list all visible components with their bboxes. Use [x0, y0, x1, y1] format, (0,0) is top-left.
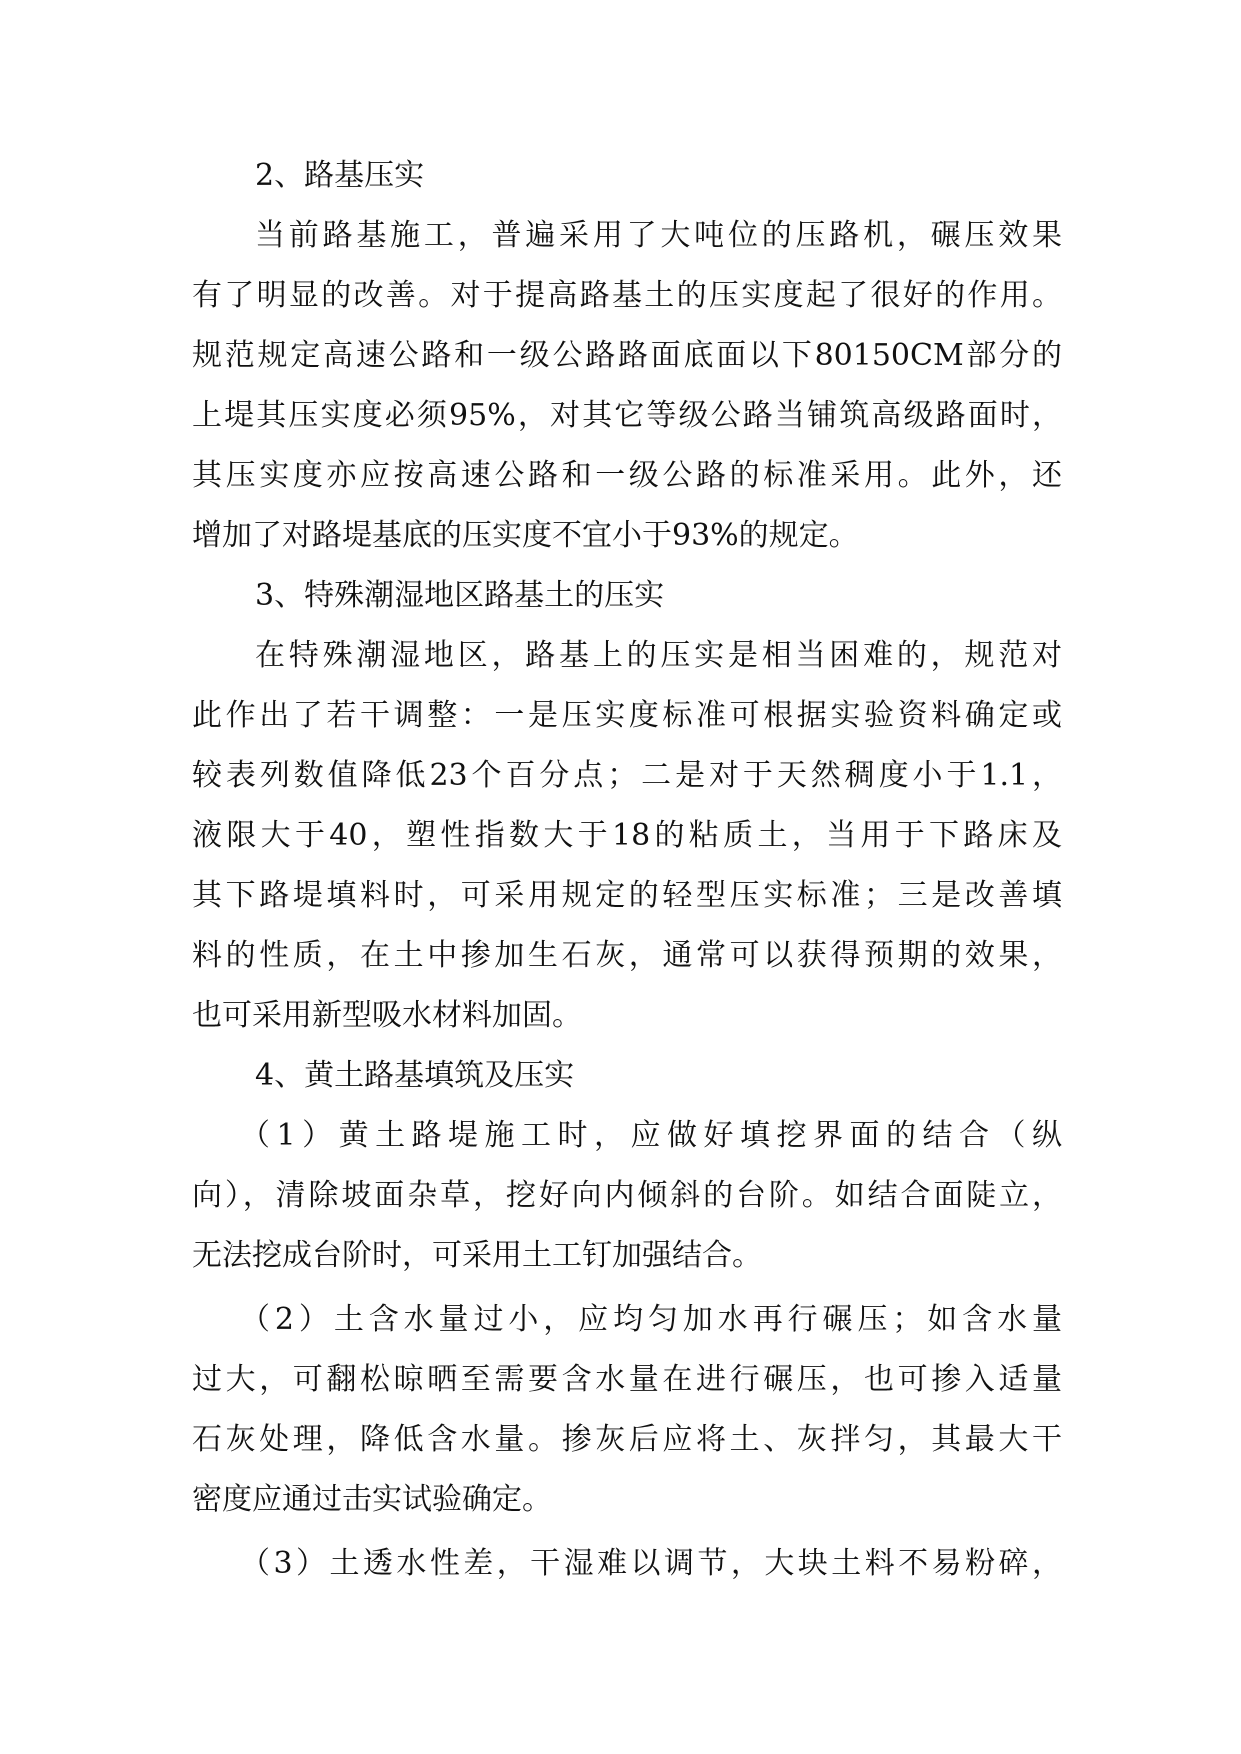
paragraph-line: 其压实度亦应按高速公路和一级公路的标准采用。此外，还 [192, 458, 1062, 493]
paragraph-line: 较表列数值降低23个百分点；二是对于天然稠度小于1.1， [192, 758, 1062, 793]
paragraph-line: （2）土含水量过小，应均匀加水再行碾压；如含水量 [240, 1302, 1062, 1337]
paragraph-line: 当前路基施工，普遍采用了大吨位的压路机，碾压效果 [255, 218, 1062, 253]
section-heading-3: 3、特殊潮湿地区路基土的压实 [255, 578, 665, 613]
paragraph-line: 也可采用新型吸水材料加固。 [192, 998, 582, 1033]
paragraph-line: 在特殊潮湿地区，路基上的压实是相当困难的，规范对 [255, 638, 1062, 673]
paragraph-line: 增加了对路堤基底的压实度不宜小于93%的规定。 [192, 518, 859, 553]
paragraph-line: 无法挖成台阶时，可采用土工钉加强结合。 [192, 1238, 762, 1273]
paragraph-line: 料的性质，在土中掺加生石灰，通常可以获得预期的效果， [192, 938, 1062, 973]
paragraph-line: 密度应通过击实试验确定。 [192, 1482, 552, 1517]
paragraph-line: 上堤其压实度必须95%，对其它等级公路当铺筑高级路面时， [192, 398, 1062, 433]
paragraph-line: 液限大于40，塑性指数大于18的粘质土，当用于下路床及 [192, 818, 1062, 853]
paragraph-line: 此作出了若干调整：一是压实度标准可根据实验资料确定或 [192, 698, 1062, 733]
paragraph-line: 过大，可翻松晾晒至需要含水量在进行碾压，也可掺入适量 [192, 1362, 1062, 1397]
section-heading-2: 2、路基压实 [255, 158, 425, 193]
paragraph-line: 有了明显的改善。对于提高路基土的压实度起了很好的作用。 [192, 278, 1062, 313]
paragraph-line: 其下路堤填料时，可采用规定的轻型压实标准；三是改善填 [192, 878, 1062, 913]
paragraph-line: 向），清除坡面杂草，挖好向内倾斜的台阶。如结合面陡立， [192, 1178, 1062, 1213]
paragraph-line: （3）土透水性差，干湿难以调节，大块土料不易粉碎， [240, 1546, 1062, 1581]
paragraph-line: （1）黄土路堤施工时，应做好填挖界面的结合（纵 [240, 1118, 1062, 1153]
section-heading-4: 4、黄土路基填筑及压实 [255, 1058, 575, 1093]
paragraph-line: 石灰处理，降低含水量。掺灰后应将土、灰拌匀，其最大干 [192, 1422, 1062, 1457]
paragraph-line: 规范规定高速公路和一级公路路面底面以下80150CM部分的 [192, 338, 1062, 373]
